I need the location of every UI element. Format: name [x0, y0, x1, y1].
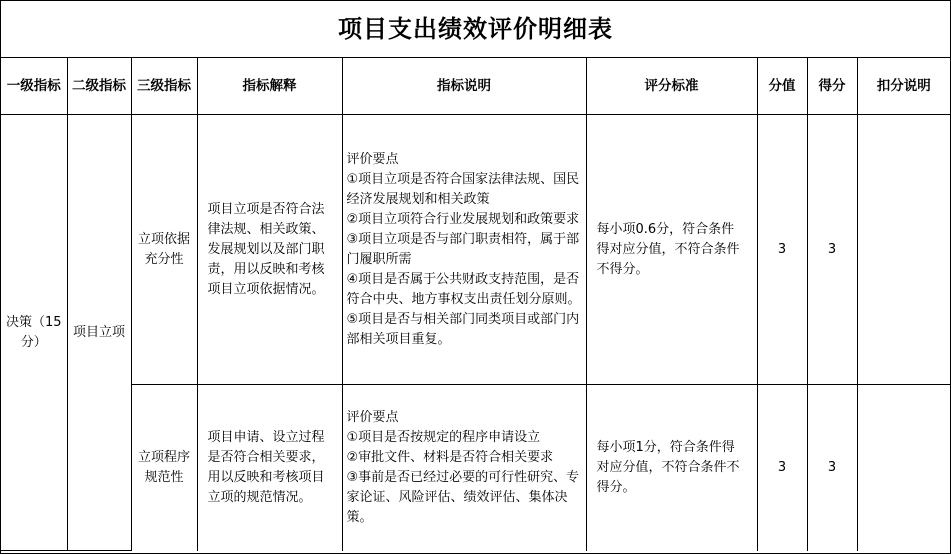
description-line: ③项目立项是否与部门职责相符，属于部门履职所需: [346, 231, 580, 267]
header-level1: 一级指标: [1, 58, 67, 115]
description-line: 评价要点: [346, 409, 399, 425]
deduction-cell: [857, 385, 950, 551]
level3-cell: 立项依据充分性: [131, 115, 197, 385]
description-line: ①项目是否按规定的程序申请设立: [346, 429, 541, 445]
header-level3: 三级指标: [131, 58, 197, 115]
evaluation-table: [1, 58, 950, 551]
table-row: [1, 115, 950, 385]
score-cell: 3: [757, 115, 807, 385]
standard-cell: 每小项0.6分，符合条件得对应分值，不符合条件不得分。: [586, 115, 757, 385]
score-cell: 3: [757, 385, 807, 551]
table-title: 项目支出绩效评价明细表: [1, 1, 950, 58]
header-score: 分值: [757, 58, 807, 115]
description-line: ⑤项目是否与相关部门同类项目或部门内部相关项目重复。: [346, 311, 580, 347]
description-line: 评价要点: [346, 151, 399, 167]
header-row: [1, 58, 950, 115]
obtained-cell: 3: [807, 115, 857, 385]
standard-cell: 每小项1分，符合条件得对应分值，不符合条件不得分。: [586, 385, 757, 551]
description-cell: [342, 385, 586, 551]
header-explanation: 指标解释: [197, 58, 342, 115]
deduction-cell: [857, 115, 950, 385]
description-cell: [342, 115, 586, 385]
description-line: ②项目立项符合行业发展规划和政策要求: [346, 211, 580, 227]
description-line: ③事前是否已经过必要的可行性研究、专家论证、风险评估、绩效评估、集体决策。: [346, 469, 580, 525]
header-level2: 二级指标: [67, 58, 131, 115]
header-standard: 评分标准: [586, 58, 757, 115]
header-description: 指标说明: [342, 58, 586, 115]
explanation-cell: 项目立项是否符合法律法规、相关政策、发展规划以及部门职责，用以反映和考核项目立项依据情况。: [197, 115, 342, 385]
header-obtained: 得分: [807, 58, 857, 115]
table-row: [1, 385, 950, 551]
obtained-cell: 3: [807, 385, 857, 551]
explanation-cell: 项目申请、设立过程是否符合相关要求，用以反映和考核项目立项的规范情况。: [197, 385, 342, 551]
description-line: ④项目是否属于公共财政支持范围，是否符合中央、地方事权支出责任划分原则。: [346, 271, 581, 307]
level2-cell: 项目立项: [67, 115, 131, 551]
description-line: ①项目立项是否符合国家法律法规、国民经济发展规划和相关政策: [346, 171, 580, 207]
level3-cell: 立项程序规范性: [131, 385, 197, 551]
description-line: ②审批文件、材料是否符合相关要求: [346, 449, 554, 465]
level1-cell: 决策（15分）: [1, 115, 67, 551]
header-deduction: 扣分说明: [857, 58, 950, 115]
